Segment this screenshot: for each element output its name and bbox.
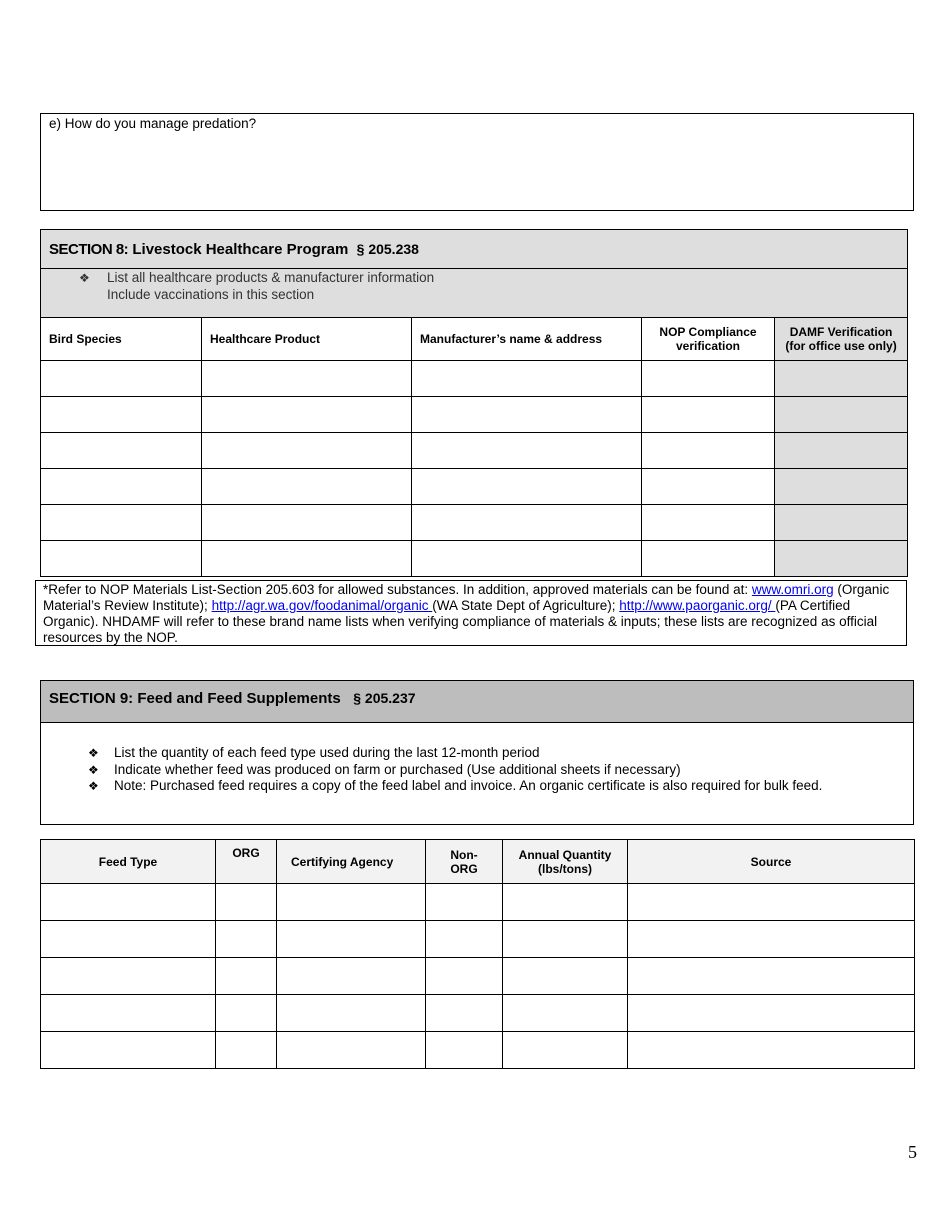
healthcare-cell [775, 433, 908, 469]
question-e-box[interactable] [40, 113, 914, 211]
feed-row [41, 1032, 915, 1069]
feed-table [40, 839, 915, 1069]
healthcare-cell[interactable] [412, 505, 642, 541]
feed-cell[interactable] [628, 995, 915, 1032]
healthcare-cell[interactable] [41, 361, 202, 397]
healthcare-cell[interactable] [41, 433, 202, 469]
note-text-2: (Organic Material’s Review Institute); [43, 582, 890, 613]
feed-cell[interactable] [41, 995, 216, 1032]
healthcare-row [41, 541, 908, 577]
healthcare-cell[interactable] [412, 361, 642, 397]
feed-cell[interactable] [216, 958, 277, 995]
section8-title-text: Livestock Healthcare Program [132, 240, 349, 258]
feed-cell[interactable] [628, 921, 915, 958]
section9-instruction-1: List the quantity of each feed type used during the last 12-month period [114, 745, 540, 760]
healthcare-cell[interactable] [412, 397, 642, 433]
healthcare-row [41, 469, 908, 505]
col-nop-compliance: NOP Compliance verification [642, 318, 775, 361]
feed-cell[interactable] [503, 1032, 628, 1069]
healthcare-cell[interactable] [202, 505, 412, 541]
healthcare-cell[interactable] [202, 397, 412, 433]
feed-cell[interactable] [277, 1032, 426, 1069]
feed-row [41, 995, 915, 1032]
feed-cell[interactable] [277, 884, 426, 921]
feed-cell[interactable] [41, 1032, 216, 1069]
col-feed-type: Feed Type [41, 840, 216, 884]
healthcare-cell[interactable] [202, 361, 412, 397]
feed-cell[interactable] [41, 921, 216, 958]
wa-agr-link[interactable]: http://agr.wa.gov/foodanimal/organic [211, 598, 433, 613]
feed-cell[interactable] [503, 884, 628, 921]
healthcare-cell[interactable] [41, 469, 202, 505]
feed-cell[interactable] [426, 884, 503, 921]
healthcare-cell[interactable] [202, 541, 412, 577]
feed-cell[interactable] [426, 958, 503, 995]
feed-cell[interactable] [277, 995, 426, 1032]
healthcare-cell[interactable] [642, 505, 775, 541]
col-certifying-agency: Certifying Agency [277, 840, 426, 884]
healthcare-cell [775, 505, 908, 541]
col-bird-species: Bird Species [41, 318, 202, 361]
healthcare-cell [775, 469, 908, 505]
page-number: 5 [908, 1142, 917, 1162]
healthcare-cell[interactable] [41, 505, 202, 541]
section8-instruction-2: Include vaccinations in this section [107, 287, 315, 302]
bullet-icon: ❖ [88, 746, 99, 760]
healthcare-cell[interactable] [642, 541, 775, 577]
feed-cell[interactable] [426, 921, 503, 958]
section8-title [41, 230, 908, 269]
feed-cell[interactable] [628, 1032, 915, 1069]
healthcare-cell [775, 361, 908, 397]
feed-row [41, 958, 915, 995]
section9-ref: § 205.237 [353, 690, 416, 706]
note-text-1: *Refer to NOP Materials List-Section 205.603 for allowed substances. In addition, approved materials can be found at: [43, 582, 752, 597]
healthcare-row [41, 361, 908, 397]
healthcare-cell[interactable] [41, 397, 202, 433]
note-text-4: (PA Certified Organic). NHDAMF will refer to these brand name lists when verifying compliance of materials & inputs; these lists are recognized as official resources by the NOP. [43, 598, 878, 645]
section8-table [40, 229, 908, 577]
feed-cell[interactable] [503, 921, 628, 958]
healthcare-row [41, 433, 908, 469]
feed-cell[interactable] [426, 995, 503, 1032]
feed-cell[interactable] [216, 1032, 277, 1069]
healthcare-cell[interactable] [41, 541, 202, 577]
healthcare-cell[interactable] [412, 469, 642, 505]
section8-instruction-1: List all healthcare products & manufacturer information [107, 270, 435, 285]
healthcare-cell[interactable] [202, 469, 412, 505]
materials-note [35, 580, 907, 646]
section8-ref: § 205.238 [356, 240, 419, 257]
section8-instructions [41, 269, 908, 318]
feed-cell[interactable] [277, 921, 426, 958]
note-text-3: (WA State Dept of Agriculture); [432, 598, 620, 613]
col-source: Source [628, 840, 915, 884]
healthcare-cell [775, 541, 908, 577]
healthcare-row [41, 505, 908, 541]
feed-cell[interactable] [503, 958, 628, 995]
healthcare-cell[interactable] [202, 433, 412, 469]
bullet-icon: ❖ [88, 779, 99, 793]
feed-cell[interactable] [628, 884, 915, 921]
healthcare-cell[interactable] [642, 433, 775, 469]
section9-instructions [40, 722, 914, 825]
feed-cell[interactable] [216, 995, 277, 1032]
bullet-icon: ❖ [88, 762, 99, 777]
feed-cell[interactable] [426, 1032, 503, 1069]
feed-cell[interactable] [277, 958, 426, 995]
healthcare-cell[interactable] [412, 433, 642, 469]
col-annual-quantity: Annual Quantity (lbs/tons) [503, 840, 628, 884]
feed-cell[interactable] [628, 958, 915, 995]
omri-link[interactable]: www.omri.org [751, 582, 834, 597]
col-healthcare-product: Healthcare Product [202, 318, 412, 361]
bullet-icon: ❖ [79, 271, 90, 285]
feed-row [41, 921, 915, 958]
feed-row [41, 884, 915, 921]
feed-cell[interactable] [41, 884, 216, 921]
healthcare-cell[interactable] [642, 469, 775, 505]
healthcare-cell[interactable] [642, 397, 775, 433]
col-damf-verification: DAMF Verification (for office use only) [775, 318, 908, 361]
paorganic-link[interactable]: http://www.paorganic.org/ [619, 598, 776, 613]
healthcare-cell[interactable] [642, 361, 775, 397]
healthcare-cell[interactable] [412, 541, 642, 577]
section9-instruction-3: Note: Purchased feed requires a copy of the feed label and invoice. An organic certificate is also required for bulk feed. [114, 778, 823, 793]
col-manufacturer: Manufacturer’s name & address [412, 318, 642, 361]
col-org: ORG [216, 840, 277, 884]
feed-cell[interactable] [216, 884, 277, 921]
section9-title [40, 680, 914, 723]
healthcare-row [41, 397, 908, 433]
section9-title-text: SECTION 9: Feed and Feed Supplements [49, 690, 341, 707]
section8-prefix: SECTION 8: [49, 240, 129, 258]
section9-instruction-2: Indicate whether feed was produced on farm or purchased (Use additional sheets if necessary) [114, 761, 681, 777]
col-non-org: Non- ORG [426, 840, 503, 884]
feed-cell[interactable] [216, 921, 277, 958]
healthcare-cell [775, 397, 908, 433]
feed-cell[interactable] [41, 958, 216, 995]
question-e-label: e) How do you manage predation? [49, 116, 257, 131]
feed-cell[interactable] [503, 995, 628, 1032]
